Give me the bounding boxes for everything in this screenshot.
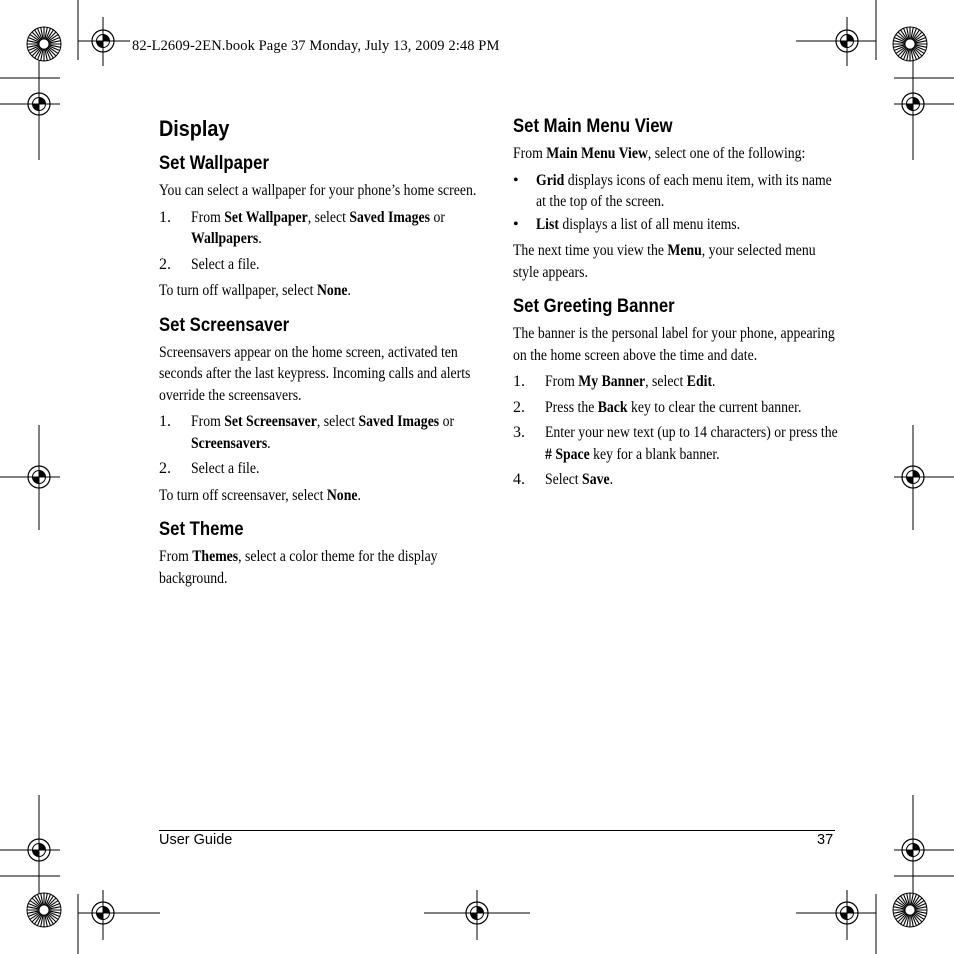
heading-set-main-menu-view: Set Main Menu View: [513, 116, 673, 137]
list-item: 1. From Set Wallpaper, select Saved Images or Wallpapers.: [159, 208, 445, 247]
heading-set-wallpaper: Set Wallpaper: [159, 153, 269, 174]
heading-set-greeting-banner: Set Greeting Banner: [513, 296, 675, 317]
heading-set-theme: Set Theme: [159, 519, 244, 540]
list-item: • Grid displays icons of each menu item, with its name at the top of the screen.: [513, 171, 832, 210]
list-item: 2. Select a file.: [159, 255, 260, 273]
list-item: 2. Select a file.: [159, 460, 260, 477]
menu-view-options: [513, 170, 839, 236]
list-item: 4. Select Save.: [513, 471, 614, 488]
greeting-steps: [513, 371, 839, 491]
wallpaper-off-note: To turn off wallpaper, select None.: [159, 282, 351, 299]
menu-view-outro: The next time you view the Menu, your selected menu style appears.: [513, 242, 816, 281]
screensaver-intro: Screensavers appear on the home screen, activated ten seconds after the last keypress. Incoming calls and alerts override the screensavers.: [159, 343, 471, 404]
wallpaper-intro: You can select a wallpaper for your phone’s home screen.: [159, 182, 477, 199]
list-item: 1. From My Banner, select Edit.: [513, 373, 716, 390]
footer-title: User Guide: [159, 832, 233, 848]
screensaver-off-note: To turn off screensaver, select None.: [159, 486, 361, 504]
page-title: Display: [159, 116, 230, 141]
list-item: 3. Enter your new text (up to 14 characters) or press the # Space key for a blank banner.: [513, 424, 838, 463]
footer-rule: [159, 830, 835, 831]
list-item: 1. From Set Screensaver, select Saved Images or Screensavers.: [159, 413, 455, 452]
page-number: 37: [817, 832, 834, 848]
greeting-intro: The banner is the personal label for your phone, appearing on the home screen above the time and date.: [513, 325, 835, 364]
wallpaper-steps: [159, 207, 485, 276]
screensaver-steps: [159, 411, 485, 480]
print-stamp: 82-L2609-2EN.book Page 37 Monday, July 13, 2009 2:48 PM: [132, 38, 500, 54]
list-item: • List displays a list of all menu items.: [513, 215, 741, 233]
heading-set-screensaver: Set Screensaver: [159, 314, 290, 336]
left-column: [159, 116, 485, 594]
theme-body: From Themes, select a color theme for the display background.: [159, 548, 438, 587]
right-column: [513, 115, 839, 496]
list-item: 2. Press the Back key to clear the current banner.: [513, 398, 802, 416]
menu-view-intro: From Main Menu View, select one of the following:: [513, 145, 806, 162]
